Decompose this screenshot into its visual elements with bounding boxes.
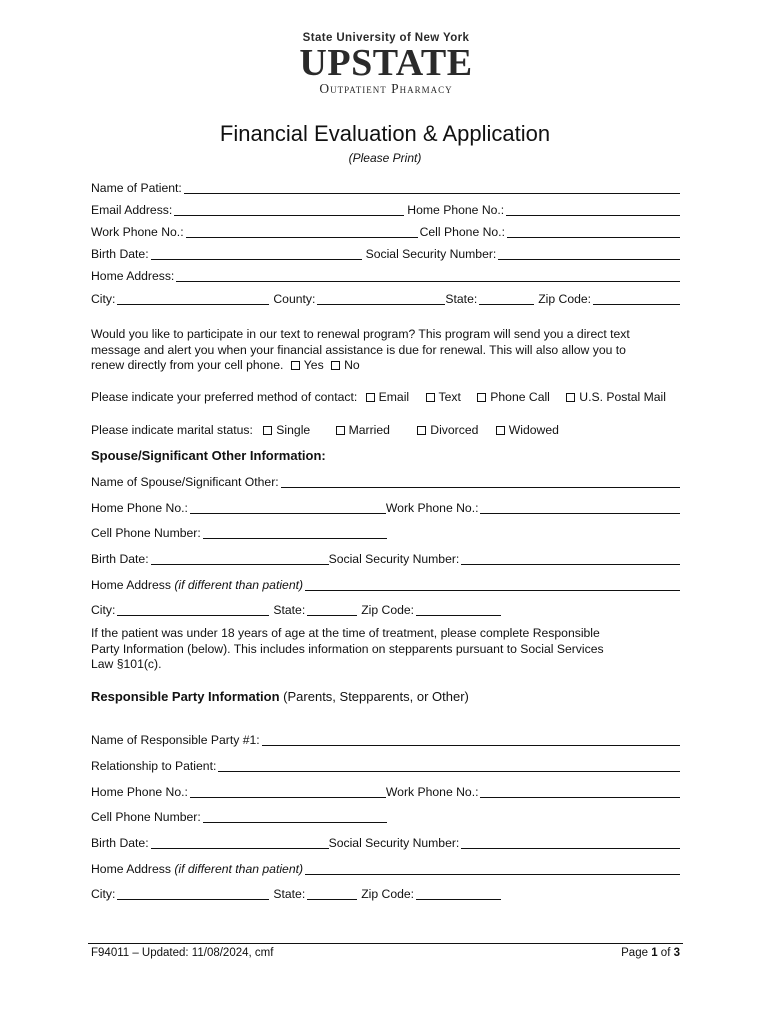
- responsible-cell-row: [91, 809, 387, 825]
- contact-text-label: Text: [438, 390, 461, 404]
- patient-email-field[interactable]: [174, 204, 404, 216]
- page-title: Financial Evaluation & Application: [219, 121, 551, 146]
- spouse-address-field[interactable]: [305, 579, 680, 591]
- spouse-state-label: State:: [273, 603, 306, 617]
- patient-work-phone-label: Work Phone No.:: [91, 225, 184, 239]
- text-program-line-3-wrap: [91, 358, 651, 374]
- contact-email-checkbox[interactable]: [366, 393, 375, 402]
- patient-birth-date-label: Birth Date:: [91, 247, 149, 261]
- spouse-birth-date-label: Birth Date:: [91, 552, 149, 566]
- patient-cell-phone-label: Cell Phone No.:: [419, 225, 505, 239]
- patient-county-label: County:: [273, 292, 316, 306]
- responsible-work-phone-field[interactable]: [480, 786, 680, 798]
- text-program-no-label: No: [344, 358, 360, 372]
- patient-state-label: State:: [445, 292, 478, 306]
- contact-postal-mail-checkbox[interactable]: [566, 393, 575, 402]
- spouse-ssn-field[interactable]: [461, 553, 680, 565]
- contact-method-row: [91, 390, 666, 405]
- spouse-birth-date-field[interactable]: [151, 553, 329, 565]
- spouse-cell-row: [91, 525, 387, 541]
- marital-status-row: [91, 423, 559, 438]
- responsible-address-row: [91, 861, 680, 877]
- spouse-cell-phone-label: Cell Phone Number:: [91, 526, 201, 540]
- spouse-work-phone-field[interactable]: [480, 502, 680, 514]
- responsible-city-row: [91, 886, 501, 902]
- spouse-address-label: Home Address (if different than patient): [91, 578, 304, 592]
- patient-cell-phone-field[interactable]: [507, 226, 680, 238]
- responsible-section-heading: Responsible Party Information (Parents, Stepparents, or Other): [91, 689, 469, 704]
- patient-birth-row: [91, 246, 680, 262]
- spouse-city-row: [91, 602, 501, 618]
- responsible-relationship-field[interactable]: [218, 760, 680, 772]
- responsible-address-field[interactable]: [305, 863, 680, 875]
- logo-top-text: State University of New York: [302, 32, 470, 44]
- spouse-birth-row: [91, 551, 680, 567]
- responsible-state-label: State:: [273, 887, 306, 901]
- patient-birth-date-field[interactable]: [151, 248, 362, 260]
- text-program-line-1: Would you like to participate in our text to renewal program? This program will send you a direct text: [91, 327, 630, 341]
- page-subtitle: (Please Print): [348, 151, 422, 165]
- marital-widowed-label: Widowed: [508, 423, 559, 437]
- marital-divorced-label: Divorced: [430, 423, 479, 437]
- responsible-home-phone-field[interactable]: [190, 786, 386, 798]
- spouse-name-label: Name of Spouse/Significant Other:: [91, 475, 279, 489]
- spouse-name-row: [91, 474, 680, 490]
- responsible-address-note: (if different than patient): [174, 862, 304, 876]
- spouse-state-field[interactable]: [307, 604, 357, 616]
- patient-county-field[interactable]: [317, 293, 445, 305]
- footer-page-number: Page 1 of 3: [621, 947, 680, 959]
- spouse-ssn-label: Social Security Number:: [328, 552, 460, 566]
- under18-line-3: Law §101(c).: [91, 657, 162, 671]
- patient-address-label: Home Address:: [91, 269, 175, 283]
- footer-divider: [88, 943, 683, 944]
- text-program-paragraph: [91, 327, 651, 374]
- text-program-yes-checkbox[interactable]: [291, 361, 300, 370]
- marital-single-label: Single: [276, 423, 311, 437]
- patient-zip-field[interactable]: [593, 293, 680, 305]
- text-program-line-3: renew directly from your cell phone.: [91, 358, 284, 372]
- responsible-city-label: City:: [91, 887, 116, 901]
- responsible-name-label: Name of Responsible Party #1:: [91, 733, 260, 747]
- upstate-logo: [296, 32, 476, 102]
- responsible-cell-phone-field[interactable]: [203, 811, 387, 823]
- under18-line-1: If the patient was under 18 years of age at the time of treatment, please complete Responsible: [91, 626, 600, 640]
- contact-text-checkbox[interactable]: [426, 393, 435, 402]
- responsible-home-phone-label: Home Phone No.:: [91, 785, 188, 799]
- responsible-zip-label: Zip Code:: [361, 887, 415, 901]
- responsible-relationship-label: Relationship to Patient:: [91, 759, 217, 773]
- patient-name-field[interactable]: [184, 182, 680, 194]
- spouse-section-heading: Spouse/Significant Other Information:: [91, 448, 326, 463]
- text-program-yes-label: Yes: [303, 358, 324, 372]
- text-program-no-checkbox[interactable]: [331, 361, 340, 370]
- marital-widowed-checkbox[interactable]: [496, 426, 505, 435]
- spouse-city-field[interactable]: [117, 604, 269, 616]
- logo-main-text: UPSTATE: [299, 42, 473, 84]
- patient-ssn-field[interactable]: [498, 248, 680, 260]
- contact-email-label: Email: [378, 390, 410, 404]
- responsible-city-field[interactable]: [117, 888, 269, 900]
- spouse-cell-phone-field[interactable]: [203, 527, 387, 539]
- spouse-name-field[interactable]: [281, 476, 680, 488]
- patient-name-label: Name of Patient:: [91, 181, 182, 195]
- spouse-address-row: [91, 577, 680, 593]
- patient-city-field[interactable]: [117, 293, 269, 305]
- patient-email-label: Email Address:: [91, 203, 173, 217]
- spouse-address-note: (if different than patient): [174, 578, 304, 592]
- responsible-zip-field[interactable]: [416, 888, 501, 900]
- patient-address-field[interactable]: [176, 270, 680, 282]
- spouse-phone-row: [91, 500, 680, 516]
- responsible-address-label: Home Address (if different than patient): [91, 862, 304, 876]
- marital-married-checkbox[interactable]: [336, 426, 345, 435]
- contact-method-prompt: Please indicate your preferred method of contact:: [91, 390, 358, 404]
- footer-form-id: F94011 – Updated: 11/08/2024, cmf: [91, 947, 274, 959]
- responsible-birth-date-label: Birth Date:: [91, 836, 149, 850]
- spouse-zip-label: Zip Code:: [361, 603, 415, 617]
- responsible-relationship-row: [91, 758, 680, 774]
- responsible-birth-row: [91, 835, 680, 851]
- responsible-ssn-field[interactable]: [461, 837, 680, 849]
- patient-home-phone-field[interactable]: [506, 204, 680, 216]
- patient-city-label: City:: [91, 292, 116, 306]
- responsible-work-phone-label: Work Phone No.:: [385, 785, 479, 799]
- responsible-state-field[interactable]: [307, 888, 357, 900]
- spouse-zip-field[interactable]: [416, 604, 501, 616]
- spouse-home-phone-field[interactable]: [190, 502, 386, 514]
- marital-divorced-checkbox[interactable]: [417, 426, 426, 435]
- text-program-line-2: message and alert you when your financial assistance is due for renewal. This will also allow you to: [91, 342, 626, 357]
- patient-work-phone-row: [91, 224, 680, 240]
- contact-phone-call-label: Phone Call: [490, 390, 550, 404]
- patient-name-row: [91, 180, 680, 196]
- contact-postal-mail-label: U.S. Postal Mail: [579, 390, 666, 404]
- patient-state-field[interactable]: [479, 293, 534, 305]
- responsible-name-row: [91, 732, 680, 748]
- patient-ssn-label: Social Security Number:: [365, 247, 497, 261]
- responsible-birth-date-field[interactable]: [151, 837, 329, 849]
- marital-status-prompt: Please indicate marital status:: [91, 423, 253, 437]
- contact-phone-call-checkbox[interactable]: [477, 393, 486, 402]
- patient-city-row: [91, 291, 680, 307]
- responsible-ssn-label: Social Security Number:: [328, 836, 460, 850]
- spouse-city-label: City:: [91, 603, 116, 617]
- responsible-cell-phone-label: Cell Phone Number:: [91, 810, 201, 824]
- patient-home-phone-label: Home Phone No.:: [407, 203, 505, 217]
- under18-paragraph: [91, 626, 651, 673]
- responsible-phone-row: [91, 784, 680, 800]
- spouse-home-phone-label: Home Phone No.:: [91, 501, 188, 515]
- responsible-heading-note: (Parents, Stepparents, or Other): [283, 689, 469, 704]
- patient-work-phone-field[interactable]: [186, 226, 418, 238]
- logo-bottom-text: Outpatient Pharmacy: [319, 81, 453, 96]
- under18-line-2: Party Information (below). This includes information on stepparents pursuant to Social Services: [91, 641, 604, 656]
- responsible-name-field[interactable]: [262, 734, 680, 746]
- patient-email-row: [91, 202, 680, 218]
- marital-married-label: Married: [348, 423, 390, 437]
- marital-single-checkbox[interactable]: [263, 426, 272, 435]
- spouse-work-phone-label: Work Phone No.:: [385, 501, 479, 515]
- patient-address-row: [91, 268, 680, 284]
- patient-zip-label: Zip Code:: [538, 292, 592, 306]
